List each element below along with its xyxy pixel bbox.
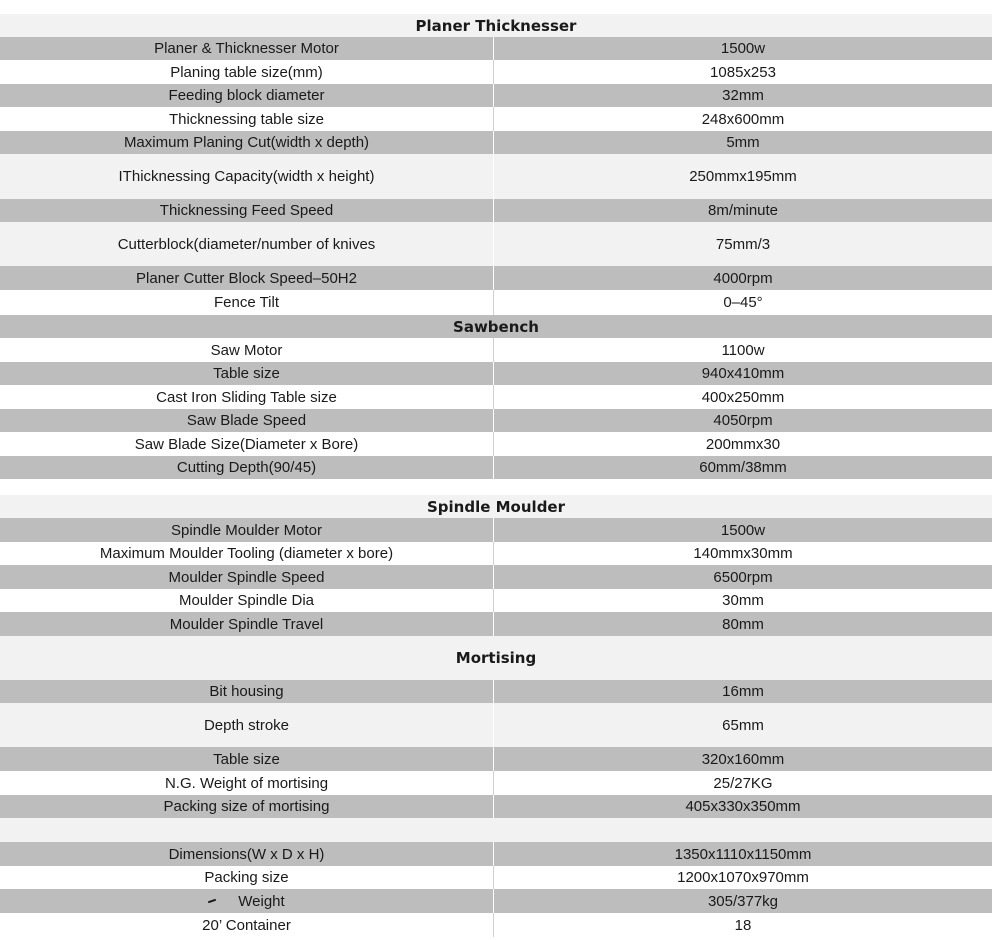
- table-row: [0, 518, 992, 542]
- spec-label: Planing table size(mm): [0, 60, 494, 84]
- table-row: [0, 222, 992, 266]
- spec-value: 1500w: [720, 40, 766, 57]
- spec-label: Table size: [0, 747, 494, 771]
- spec-value: 200mmx30: [705, 435, 781, 453]
- section-title-spindle: Spindle Moulder: [427, 497, 565, 516]
- spec-label: Moulder Spindle Speed: [0, 565, 494, 589]
- spec-value: 1500w: [720, 521, 766, 539]
- spec-label: Packing size of mortising: [0, 795, 494, 818]
- table-row: [0, 362, 992, 385]
- spec-label: Packing size: [0, 866, 494, 889]
- spec-label: Moulder Spindle Travel: [0, 612, 494, 636]
- spec-label: Feeding block diameter: [0, 84, 494, 107]
- spec-value: 4050rpm: [713, 412, 773, 429]
- spec-value: 1085x253: [710, 63, 776, 81]
- table-row: [0, 131, 992, 154]
- spec-label: 20’ Container: [0, 913, 494, 937]
- section-header-mortising: [0, 636, 992, 680]
- spec-label: Thicknessing table size: [0, 107, 494, 131]
- spec-value: 16mm: [722, 683, 764, 700]
- spec-label: Cast Iron Sliding Table size: [0, 385, 494, 409]
- spec-label: Maximum Planing Cut(width x depth): [0, 131, 494, 154]
- table-row: [0, 889, 992, 913]
- spec-value: 320x160mm: [701, 750, 785, 768]
- spec-label: Depth stroke: [0, 703, 494, 747]
- spec-value: 80mm: [722, 615, 764, 633]
- table-row: [0, 542, 992, 565]
- spec-value: 4000rpm: [713, 269, 773, 287]
- spec-value: 75mm/3: [715, 235, 771, 253]
- table-row: [0, 154, 992, 199]
- table-row: [0, 703, 992, 747]
- table-row: [0, 866, 992, 889]
- spec-value: 5mm: [726, 134, 760, 151]
- table-row: [0, 266, 992, 290]
- spec-label-weight: [0, 889, 494, 913]
- table-row: [0, 107, 992, 131]
- section-title-planer: Planer Thicknesser: [415, 16, 577, 35]
- spec-label: Saw Blade Size(Diameter x Bore): [0, 432, 494, 456]
- table-row: [0, 612, 992, 636]
- spec-value: 248x600mm: [701, 110, 785, 128]
- table-row: [0, 338, 992, 362]
- spec-label: Saw Blade Speed: [0, 409, 494, 432]
- table-row: [0, 680, 992, 703]
- spec-value: 305/377kg: [707, 892, 779, 910]
- section-header-sawbench: [0, 315, 992, 338]
- spec-value: 1100w: [721, 341, 765, 359]
- spec-label: N.G. Weight of mortising: [0, 771, 494, 795]
- table-row: [0, 565, 992, 589]
- spec-value: 30mm: [722, 592, 764, 609]
- spec-value: 0–45°: [723, 294, 763, 311]
- table-row: [0, 795, 992, 818]
- spec-value: 940x410mm: [701, 365, 785, 382]
- dash-mark: [208, 899, 216, 904]
- table-row: [0, 771, 992, 795]
- spec-label: Cutting Depth(90/45): [0, 456, 494, 479]
- spec-label: Weight: [238, 892, 285, 910]
- spec-value: 140mmx30mm: [693, 545, 793, 562]
- spec-value: 8m/minute: [707, 202, 779, 219]
- spec-label: Thicknessing Feed Speed: [0, 199, 494, 222]
- spec-value: 400x250mm: [701, 388, 785, 406]
- table-row: [0, 913, 992, 937]
- table-row: [0, 842, 992, 866]
- table-row: [0, 456, 992, 479]
- spec-label: Saw Motor: [0, 338, 494, 362]
- spec-label: Dimensions(W x D x H): [0, 842, 494, 866]
- spec-value: 6500rpm: [713, 568, 773, 586]
- spacer-row: [0, 818, 992, 842]
- table-row: [0, 60, 992, 84]
- spec-value: 18: [734, 916, 752, 934]
- spec-label: Fence Tilt: [0, 290, 494, 315]
- spec-value: 1200x1070x970mm: [677, 869, 809, 886]
- spec-value: 250mmx195mm: [689, 168, 797, 185]
- table-row: [0, 290, 992, 315]
- spec-value: 32mm: [722, 87, 764, 104]
- table-row: [0, 409, 992, 432]
- spec-label: Planer Cutter Block Speed–50H2: [0, 266, 494, 290]
- section-header-planer: [0, 14, 992, 37]
- spec-value: 65mm: [722, 716, 764, 734]
- spec-label: Maximum Moulder Tooling (diameter x bore): [0, 542, 494, 565]
- table-row: [0, 747, 992, 771]
- table-row: [0, 37, 992, 60]
- spec-label: Spindle Moulder Motor: [0, 518, 494, 542]
- spec-label: Table size: [0, 362, 494, 385]
- table-row: [0, 199, 992, 222]
- section-title-sawbench: Sawbench: [453, 317, 539, 336]
- spec-label: Planer & Thicknesser Motor: [0, 37, 494, 60]
- table-row: [0, 432, 992, 456]
- spec-value: 405x330x350mm: [685, 798, 801, 815]
- spec-label: IThicknessing Capacity(width x height): [0, 154, 494, 199]
- section-title-mortising: Mortising: [455, 649, 537, 667]
- table-row: [0, 589, 992, 612]
- spec-value: 60mm/38mm: [699, 459, 787, 476]
- spec-label: Bit housing: [0, 680, 494, 703]
- section-header-spindle: [0, 495, 992, 518]
- spec-label: Cutterblock(diameter/number of knives: [0, 222, 494, 266]
- table-row: [0, 84, 992, 107]
- spec-label: Moulder Spindle Dia: [0, 589, 494, 612]
- spec-value: 25/27KG: [713, 774, 773, 792]
- spec-value: 1350x1110x1150mm: [674, 845, 812, 863]
- table-row: [0, 385, 992, 409]
